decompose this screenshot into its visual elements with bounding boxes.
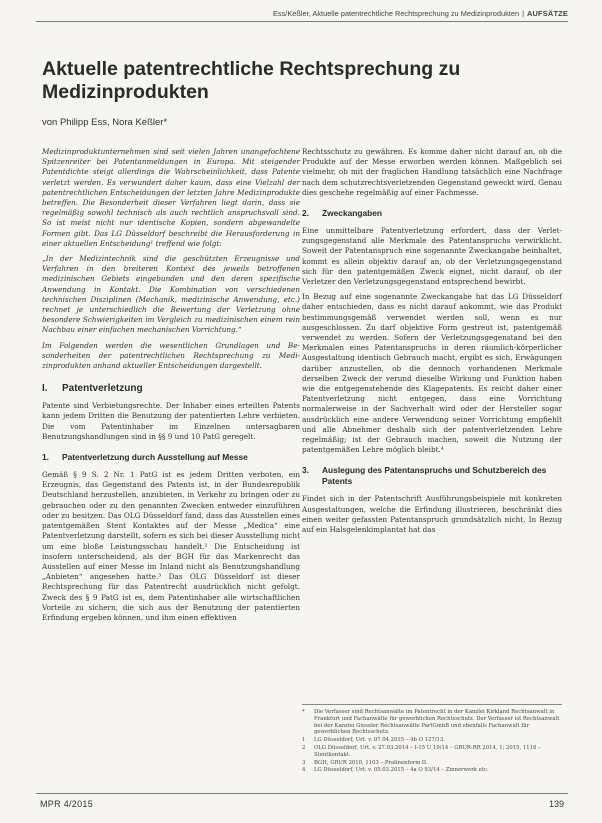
article-title: Aktuelle patentrechtliche Rechtsprechung zu Medizinprodukten [42, 58, 461, 103]
court-quote: „In der Medizintechnik sind die geschützten Erzeugnisse und Verfahren in den breiteren Kontext des jeweils betroffenen medizinischen Gebiets eingebunden und den deren spezifische Anwendung in Kontakt. Die Kombination von verschiedenen technischen Disziplinen (Mechanik, medizinische Anwendung, etc.) rechnet je unterschiedlich die Bewertung der Verletzung ohne besondere Schwierigkeiten im Vergleich zu medizinischen einem rein Nachbau einer einfachen mechanischen Vorrichtung.“ [42, 254, 300, 335]
footnote-mark: * [302, 709, 305, 715]
footnote [302, 760, 562, 767]
footnote-text: OLG Düsseldorf, Urt. v. 27.03.2014 – I-15 U 19/14 – GRUR-RR 2014, 1; 2015, 1118 – Stentkontakt. [314, 744, 541, 758]
section-heading-patentverletzung [42, 383, 300, 394]
section-title: Patentverletzung [62, 383, 143, 395]
subsection-title: Patentverletzung durch Ausstellung auf Messe [62, 452, 248, 463]
running-header [273, 9, 568, 18]
footnote-mark: 2 [302, 744, 306, 751]
footer-rule [36, 793, 568, 794]
subsection-number: 1. [42, 452, 49, 463]
footnote [302, 737, 562, 744]
subsection-title: Zweckangaben [322, 208, 383, 219]
footnotes [302, 704, 562, 775]
subsection-heading-auslegung [302, 465, 562, 487]
subsection-paragraph: Gemäß § 9 S. 2 Nr. 1 PatG ist es jedem Dritten verboten, ein Erzeugnis, das Gegenstand des Patents ist, in der Bundesrepublik Deutschland herzustellen, anzubieten, in Verkehr zu bringen oder zu gebrauchen oder zu den genannten Zwecken entweder einzuführen oder zu besitzen. Das OLG Düsseldorf fand, dass das Ausstellen eines patentgemäßen Stent Kontaktes auf der Messe „Medica“ eine Patentverletzung darstellt, sofern es sich bei dieser Ausstellung nicht um eine bloße Leistungsschau handelt.² Die Entscheidung ist insofern unterscheidend, als der BGH für das Markenrecht das Ausstellen auf einer Messe im Inland nicht als Benutzungshandlung „Anbieten“ angesehen hatte.³ Das OLG Düsseldorf ist dieser Rechtsprechung für das Patentrecht ausdrücklich nicht gefolgt. Zweck des § 9 PatG ist es, dem Patentinhaber alle wirtschaftlichen Vorteile zu sichern, die sich aus der Benutzung der patentierten Erfindung ergeben können, und ihm einen effektiven [42, 470, 300, 622]
continuation-paragraph: Rechtsschutz zu gewähren. Es komme daher nicht darauf an, ob die Produkte auf der Messe erworben werden können. Maßgeblich sei vielmehr, ob mit der fraglichen Handlung tatsächlich eine Nachfrage nach dem schutzrechtsverletzenden Gegenstand geweckt wird. Genau dies geschehe regelmäßig auf einer Fachmesse. [302, 147, 562, 197]
footnote-mark: 1 [302, 737, 306, 744]
subsection-heading-messe [42, 452, 300, 463]
intro-paragraph: Im Folgenden werden die wesentlichen Grundlagen und Besonderheiten der patentrechtlichen Rechtsprechung zu Medizinprodukten anhand aktueller Entscheidungen dargestellt. [42, 340, 300, 371]
article-authors: von Philipp Ess, Nora Keßler* [42, 117, 168, 128]
footnote [302, 767, 562, 774]
footnote-mark: 4 [302, 767, 306, 774]
subsection-paragraph: Eine unmittelbare Patentverletzung erfordert, dass der Verletzungsgegenstand alle Merkmale des Patentanspruchs verwirklicht. Soweit der Patentanspruch eine sogenannte Zweckangabe beinhaltet, kommt es allein objektiv darauf an, ob der Verletzungsgegenstand sich für den patentgemäßen Zweck eignet, nicht darauf, ob der Verletzer den Verletzungsgegenstand entsprechend bewirbt. [302, 226, 562, 287]
section-number: I. [42, 383, 48, 395]
footnote-text: BGH, GRUR 2010, 1103 – Pralinenform II. [314, 759, 428, 766]
header-separator: | [522, 9, 524, 18]
running-title: Ess/Keßler, Aktuelle patentrechtliche Rechtsprechung zu Medizinprodukten [272, 9, 520, 18]
header-rule [36, 21, 568, 22]
subsection-paragraph: In Bezug auf eine sogenannte Zweckangabe hat das LG Düsseldorf daher entschieden, dass es nicht darauf ankommt, wie das Produkt bestimmungsgemäß verwendet werden soll, wenn es nur ausgeschlossen. Zu darf objektive Form gestreut ist, patentgemäß verwendet zu werden. Sofern der Verletzungsgegenstand bei den Merkmalen eines Patentanspruchs in deren räumlich-körperlicher Ausgestaltung identisch Gebrauch macht, ergibt es sich, Erwägungen darüber anzustellen, ob die dennoch vorhandenen Merkmale derselben Zweck der verund dieselbe Wirkung und Funktion haben wie die entgegenstehende des Klagepatents. Es reicht daher einer Patentverletzung nicht entgegen, dass eine Vorrichtung normalerweise in der Sachverhalt wird oder der Hersteller sogar ausdrücklich eine andere Verwendung seiner Vorrichtung empfiehlt und alle Abnehmer deshalb sich der patentverletzenden Lehre regelmäßig; ist der Gebrauch machen, soweit die Nutzung der patentgemäßen Lehre möglich bleibt.⁴ [302, 292, 562, 455]
subsection-paragraph: Findet sich in der Patentschrift Ausführungsbeispiele mit konkreten Ausgestaltungen, welche die Erfindung illustrieren, beschränkt dies einen weiter gefassten Patentanspruch grundsätzlich nicht. In Bezug auf ein Halsgelenkimplantat hat das [302, 494, 562, 535]
subsection-number: 2. [302, 208, 309, 219]
footnote-mark: 3 [302, 759, 306, 766]
page-number: 139 [548, 799, 564, 809]
left-column [42, 147, 300, 628]
subsection-heading-zweckangaben [302, 208, 562, 219]
subsection-number: 3. [302, 465, 309, 476]
section-label: AUFSÄTZE [526, 9, 568, 18]
journal-issue: MPR 4/2015 [40, 799, 94, 809]
footnote [302, 709, 562, 736]
footnote-text: LG Düsseldorf, Urt. v. 07.04.2015 – 4b O 127/13. [314, 737, 445, 744]
right-column [302, 147, 562, 540]
footnote-text: LG Düsseldorf, Urt. v. 05.03.2015 – 4a O 93/14 – Zinnerwerk etc. [314, 767, 489, 774]
footnote-text: Die Verfasser sind Rechtsanwälte im Patentrecht in der Kanzlei Kirkland Rechtsanwalt in Frankfurt und Fachanwälte für gewerblichen Rechtsschutz. Der Verfasser ist Rechtsanwalt bei der Kanzlei Gieseler Rechtsanwälte PartGmbB und ebenfalls Fachanwalt für gewerblichen Rechtsschutz. [314, 709, 560, 736]
footnote [302, 745, 562, 759]
abstract-paragraph: Medizinproduktunternehmen sind seit vielen Jahren unangefochtene Spitzenreiter bei Patentanmeldungen in Europa. Mit steigender Patentdichte steigt allerdings die Wahrscheinlichkeit, dass Patente verletzt werden. Es verwundert daher kaum, dass eine Vielzahl der patentrechtlichen Entscheidungen der letzten Jahre Medizinprodukte betreffen. Die Besonderheit dieser Verfahren liegt darin, dass sie regelmäßig sowohl technisch als auch rechtlich anspruchsvoll sind. So ist meist nicht nur identische Kopien, sondern abgewandelte Formen gibt. Das LG Düsseldorf beschreibt die Herausforderung in einer aktuellen Entscheidung¹ treffend wie folgt: [42, 147, 300, 248]
section-paragraph: Patente sind Verbietungsrechte. Der Inhaber eines erteilten Patents kann jedem Dritten die Benutzung der patentierten Lehre verbieten. Die vom Patentinhaber im Einzelnen untersagbaren Benutzungshandlungen sind in §§ 9 und 10 PatG geregelt. [42, 401, 300, 441]
subsection-title: Auslegung des Patentanspruchs und Schutzbereich des Patents [322, 465, 547, 487]
